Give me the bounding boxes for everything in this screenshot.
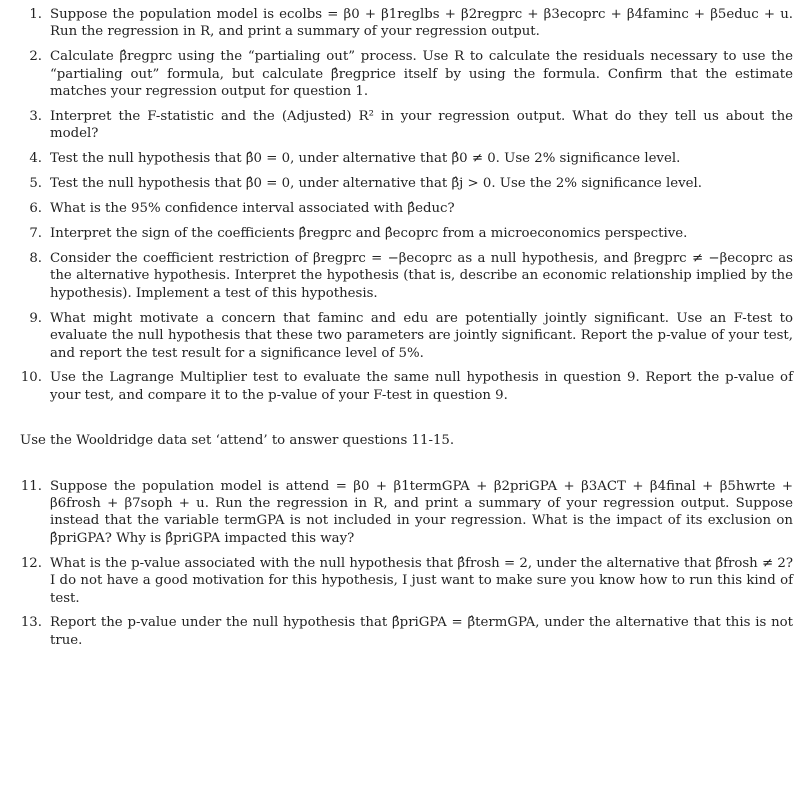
question-number: 13. bbox=[20, 615, 42, 631]
question-number: 8. bbox=[29, 250, 42, 266]
question-text: Consider the coefficient restriction of βregprc = −βecoprc as a null hypothesis, and βregprc ≠ −βecoprc as the alternative hypothesis. Interpret the hypothesis (that is, describe an economic relationship implied by the hypothesis). Implement a test of this hypothesis. bbox=[50, 250, 793, 301]
question-text: What is the 95% confidence interval associated with β̂educ? bbox=[50, 201, 455, 217]
question-number: 2. bbox=[29, 49, 42, 65]
question-number: 9. bbox=[29, 310, 42, 326]
question-number: 3. bbox=[29, 109, 42, 125]
question-4 bbox=[20, 150, 793, 167]
question-text: Interpret the sign of the coefficients β̂regprc and β̂ecoprc from a microeconomics perspective. bbox=[50, 226, 688, 242]
question-number: 4. bbox=[29, 151, 42, 167]
question-11 bbox=[20, 478, 793, 548]
question-text: Suppose the population model is ecolbs = β0 + β1reglbs + β2regprc + β3ecoprc + β4faminc + β5educ + u. Run the regression in R, and print a summary of your regression output. bbox=[50, 7, 793, 40]
question-number: 5. bbox=[29, 176, 42, 192]
question-text: What might motivate a concern that faminc and edu are potentially jointly significant. Use an F-test to evaluate the null hypothesis that these two parameters are jointly significant. Report the p-value of your test, and report the test result for a significance level of 5%. bbox=[50, 310, 793, 361]
question-number: 6. bbox=[29, 201, 42, 217]
question-1 bbox=[20, 6, 793, 41]
question-9 bbox=[20, 310, 793, 362]
question-number: 12. bbox=[20, 555, 42, 571]
question-8 bbox=[20, 250, 793, 302]
question-6 bbox=[20, 200, 793, 217]
question-12 bbox=[20, 555, 793, 607]
question-number: 1. bbox=[29, 7, 42, 22]
question-text: Use the Lagrange Multiplier test to evaluate the same null hypothesis in question 9. Report the p-value of your test, and compare it to the p-value of your F-test in question 9. bbox=[50, 370, 793, 403]
question-5 bbox=[20, 175, 793, 192]
question-text: Report the p-value under the null hypothesis that β̂priGPA = β̂termGPA, under the alternative that this is not true. bbox=[50, 615, 793, 648]
question-number: 10. bbox=[20, 370, 42, 386]
question-number: 7. bbox=[29, 226, 42, 242]
question-2 bbox=[20, 48, 793, 100]
question-3 bbox=[20, 108, 793, 143]
question-7 bbox=[20, 225, 793, 242]
question-text: Test the null hypothesis that β̂0 = 0, under alternative that β̂j > 0. Use the 2% significance level. bbox=[50, 176, 702, 192]
question-text: Interpret the F-statistic and the (Adjusted) R² in your regression output. What do they tell us about the model? bbox=[50, 109, 793, 142]
question-number: 11. bbox=[20, 478, 42, 494]
question-text: Suppose the population model is attend = β0 + β1termGPA + β2priGPA + β3ACT + β4final + β5hwrte + β6frosh + β7soph + u. Run the regression in R, and print a summary of your regression output. Suppose instead that the variable termGPA is not included in your regression. What is the impact of its exclusion on β̂priGPA? Why is β̂priGPA impacted this way? bbox=[50, 478, 793, 546]
question-13 bbox=[20, 614, 793, 649]
section-intro: Use the Wooldridge data set ‘attend’ to answer questions 11-15. bbox=[20, 433, 455, 449]
question-text: Calculate β̂regprc using the “partialing out” process. Use R to calculate the residuals necessary to use the “partialing out” formula, but calculate β̂regprice itself by using the formula. Confirm that the estimate matches your regression output for question 1. bbox=[50, 49, 793, 100]
question-text: What is the p-value associated with the null hypothesis that β̂frosh = 2, under the alternative that β̂frosh ≠ 2? I do not have a good motivation for this hypothesis, I just want to make sure you know how to run this kind of test. bbox=[50, 555, 793, 606]
question-10 bbox=[20, 369, 793, 404]
question-text: Test the null hypothesis that β̂0 = 0, under alternative that β̂0 ≠ 0. Use 2% significance level. bbox=[50, 151, 681, 167]
